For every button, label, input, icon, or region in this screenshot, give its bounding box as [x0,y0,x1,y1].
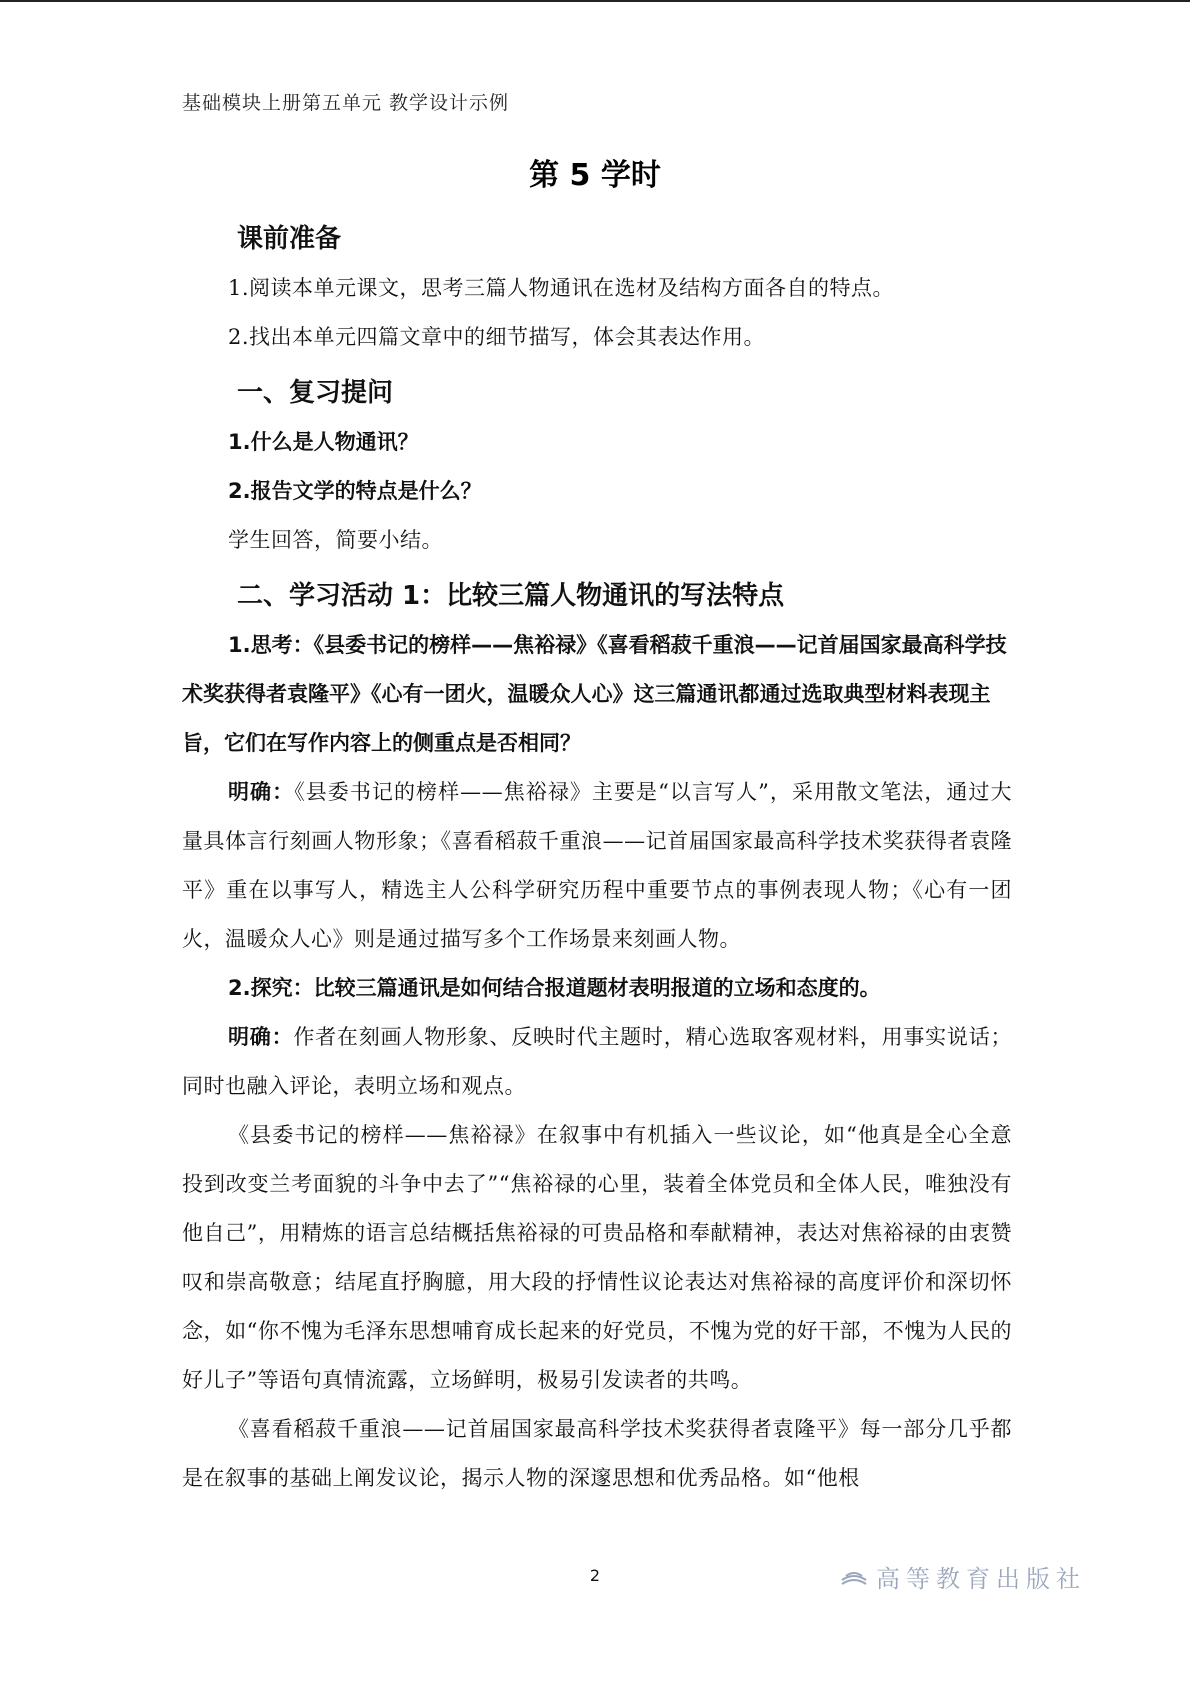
prep-item: 2.找出本单元四篇文章中的细节描写，体会其表达作用。 [228,325,766,349]
prep-item: 1.阅读本单元课文，思考三篇人物通讯在选材及结构方面各自的特点。 [228,276,895,300]
body-paragraph: 《县委书记的榜样——焦裕禄》在叙事中有机插入一些议论，如“他真是全心全意投到改变兰考面貌的斗争中去了”“焦裕禄的心里，装着全体党员和全体人民，唯独没有他自己”，用精炼的语言总结概括焦裕禄的可贵品格和奉献精神，表达对焦裕禄的由衷赞叹和崇高敬意；结尾直抒胸臆，用大段的抒情性议论表达对焦裕禄的高度评价和深切怀念，如“你不愧为毛泽东思想哺育成长起来的好党员，不愧为党的好干部，不愧为人民的好儿子”等语句真情流露，立场鲜明，极易引发读者的共鸣。 [182,1123,1012,1392]
publisher-name: 高等教育出版社 [876,1564,1086,1593]
section-heading-activity1: 二、学习活动 1：比较三篇人物通讯的写法特点 [237,581,785,611]
activity-answer-2 [182,1013,1012,1111]
publisher-mark [840,1558,1086,1594]
answer-label: 明确： [228,780,295,804]
top-rule [0,0,1190,2]
answer-text: 作者在刻画人物形象、反映时代主题时，精心选取客观材料，用事实说话；同时也融入评论，表明立场和观点。 [182,1025,1012,1098]
publisher-logo-icon [840,1564,868,1588]
section-heading-prep: 课前准备 [237,224,342,254]
activity-task-1: 1.思考：《县委书记的榜样——焦裕禄》《喜看稻菽千重浪——记首届国家最高科学技术奖获得者袁隆平》《心有一团火，温暖众人心》这三篇通讯都通过选取典型材料表现主旨，它们在写作内容上的侧重点是否相同？ [182,633,1007,755]
section-heading-review: 一、复习提问 [237,378,394,408]
activity-answer-1 [182,768,1012,964]
activity-task-2: 2.探究：比较三篇通讯是如何结合报道题材表明报道的立场和态度的。 [228,976,881,1000]
review-question: 2.报告文学的特点是什么？ [228,479,482,503]
review-question: 1.什么是人物通讯？ [228,430,419,454]
body-paragraph: 《喜看稻菽千重浪——记首届国家最高科学技术奖获得者袁隆平》每一部分几乎都是在叙事的基础上阐发议论，揭示人物的深邃思想和优秀品格。如“他根 [182,1417,1012,1490]
page-content [182,218,1012,1503]
review-note: 学生回答，简要小结。 [228,528,443,552]
answer-label: 明确： [228,1025,294,1049]
page-number: 2 [589,1566,601,1585]
running-head: 基础模块上册第五单元 教学设计示例 [182,92,510,114]
lesson-title: 第 5 学时 [529,158,661,193]
answer-text: 《县委书记的榜样——焦裕禄》主要是“以言写人”，采用散文笔法，通过大量具体言行刻画人物形象；《喜看稻菽千重浪——记首届国家最高科学技术奖获得者袁隆平》重在以事写人，精选主人公科学研究历程中重要节点的事例表现人物；《心有一团火，温暖众人心》则是通过描写多个工作场景来刻画人物。 [182,780,1012,951]
